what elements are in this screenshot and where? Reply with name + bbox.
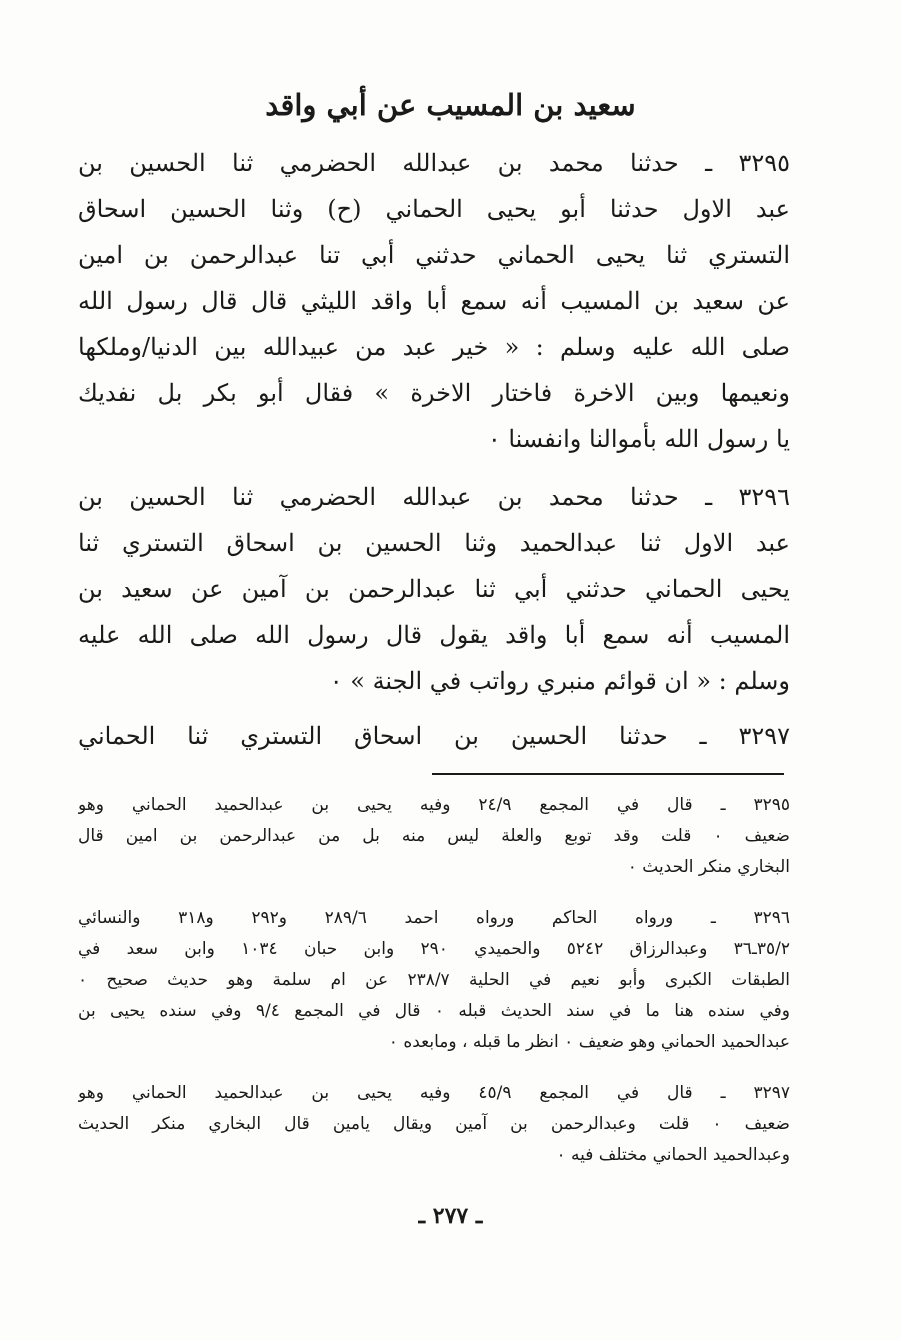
text-line: صلى الله عليه وسلم : « خير عبد من عبيدالله بين الدنيا/وملكها [78, 333, 790, 361]
text-line: يا رسول الله بأموالنا وانفسنا ٠ [487, 425, 790, 453]
footnote-divider [432, 773, 784, 775]
footnote-line: ٣٢٩٧ ـ قال في المجمع ٤٥/٩ وفيه يحيى بن عبدالحميد الحماني وهو [78, 1083, 790, 1103]
footnote-line: ٣٥/٢ـ٣٦ وعبدالرزاق ٥٢٤٢ والحميدي ٢٩٠ وابن حبان ١٠٣٤ وابن سعد في [78, 939, 790, 959]
text-line: التستري ثنا يحيى الحماني حدثني أبي تنا عبدالرحمن بن امين [78, 241, 790, 269]
text-line: عن سعيد بن المسيب أنه سمع أبا واقد الليثي قال قال رسول الله [78, 287, 790, 315]
footnote-3295 [78, 790, 790, 883]
text-line: المسيب أنه سمع أبا واقد يقول قال رسول الله صلى الله عليه [78, 621, 790, 649]
page-title: سعيد بن المسيب عن أبي واقد [265, 88, 636, 122]
text-line: وسلم : « ان قوائم منبري رواتب في الجنة » ٠ [329, 667, 790, 695]
hadith-3296 [78, 474, 790, 704]
text-line: عبد الاول حدثنا أبو يحيى الحماني (ح) وثنا الحسين اسحاق [78, 195, 790, 223]
text-line: ٣٢٩٥ ـ حدثنا محمد بن عبدالله الحضرمي ثنا الحسين بن [78, 149, 790, 177]
footnote-line: ضعيف ٠ قلت وقد توبع والعلة ليس منه بل من عبدالرحمن بن امين قال [78, 826, 790, 846]
hadith-3297 [78, 713, 790, 759]
footnote-line: عبدالحميد الحماني وهو ضعيف ٠ انظر ما قبله ، ومابعده ٠ [388, 1032, 790, 1052]
footnote-line: ٣٢٩٦ ـ ورواه الحاكم ورواه احمد ٢٨٩/٦ و٢٩٢ و٣١٨ والنسائي [78, 908, 790, 928]
footnote-3296 [78, 903, 790, 1058]
text-line: ٣٢٩٧ ـ حدثنا الحسين بن اسحاق التستري ثنا الحماني [78, 722, 790, 750]
page-number: ـ ٢٧٧ ـ [418, 1203, 483, 1229]
text-line: يحيى الحماني حدثني أبي ثنا عبدالرحمن بن آمين عن سعيد بن [78, 575, 790, 603]
footnote-line: البخاري منكر الحديث ٠ [627, 857, 790, 877]
footnote-3297 [78, 1078, 790, 1171]
footnote-line: ٣٢٩٥ ـ قال في المجمع ٢٤/٩ وفيه يحيى بن عبدالحميد الحماني وهو [78, 795, 790, 815]
hadith-3295 [78, 140, 790, 462]
footnote-line: الطبقات الكبرى وأبو نعيم في الحلية ٢٣٨/٧ عن ام سلمة وهو حديث صحيح ٠ [78, 970, 790, 990]
text-line: ٣٢٩٦ ـ حدثنا محمد بن عبدالله الحضرمي ثنا الحسين بن [78, 483, 790, 511]
text-line: عبد الاول ثنا عبدالحميد وثنا الحسين بن اسحاق التستري ثنا [78, 529, 790, 557]
footnote-line: وعبدالحميد الحماني مختلف فيه ٠ [556, 1145, 790, 1165]
text-line: ونعيمها وبين الاخرة فاختار الاخرة » فقال أبو بكر بل نفديك [78, 379, 790, 407]
footnote-line: ضعيف ٠ قلت وعبدالرحمن بن آمين ويقال يامين قال البخاري منكر الحديث [78, 1114, 790, 1134]
footnote-line: وفي سنده هنا ما في سند الحديث قبله ٠ قال في المجمع ٩/٤ وفي سنده يحيى بن [78, 1001, 790, 1021]
